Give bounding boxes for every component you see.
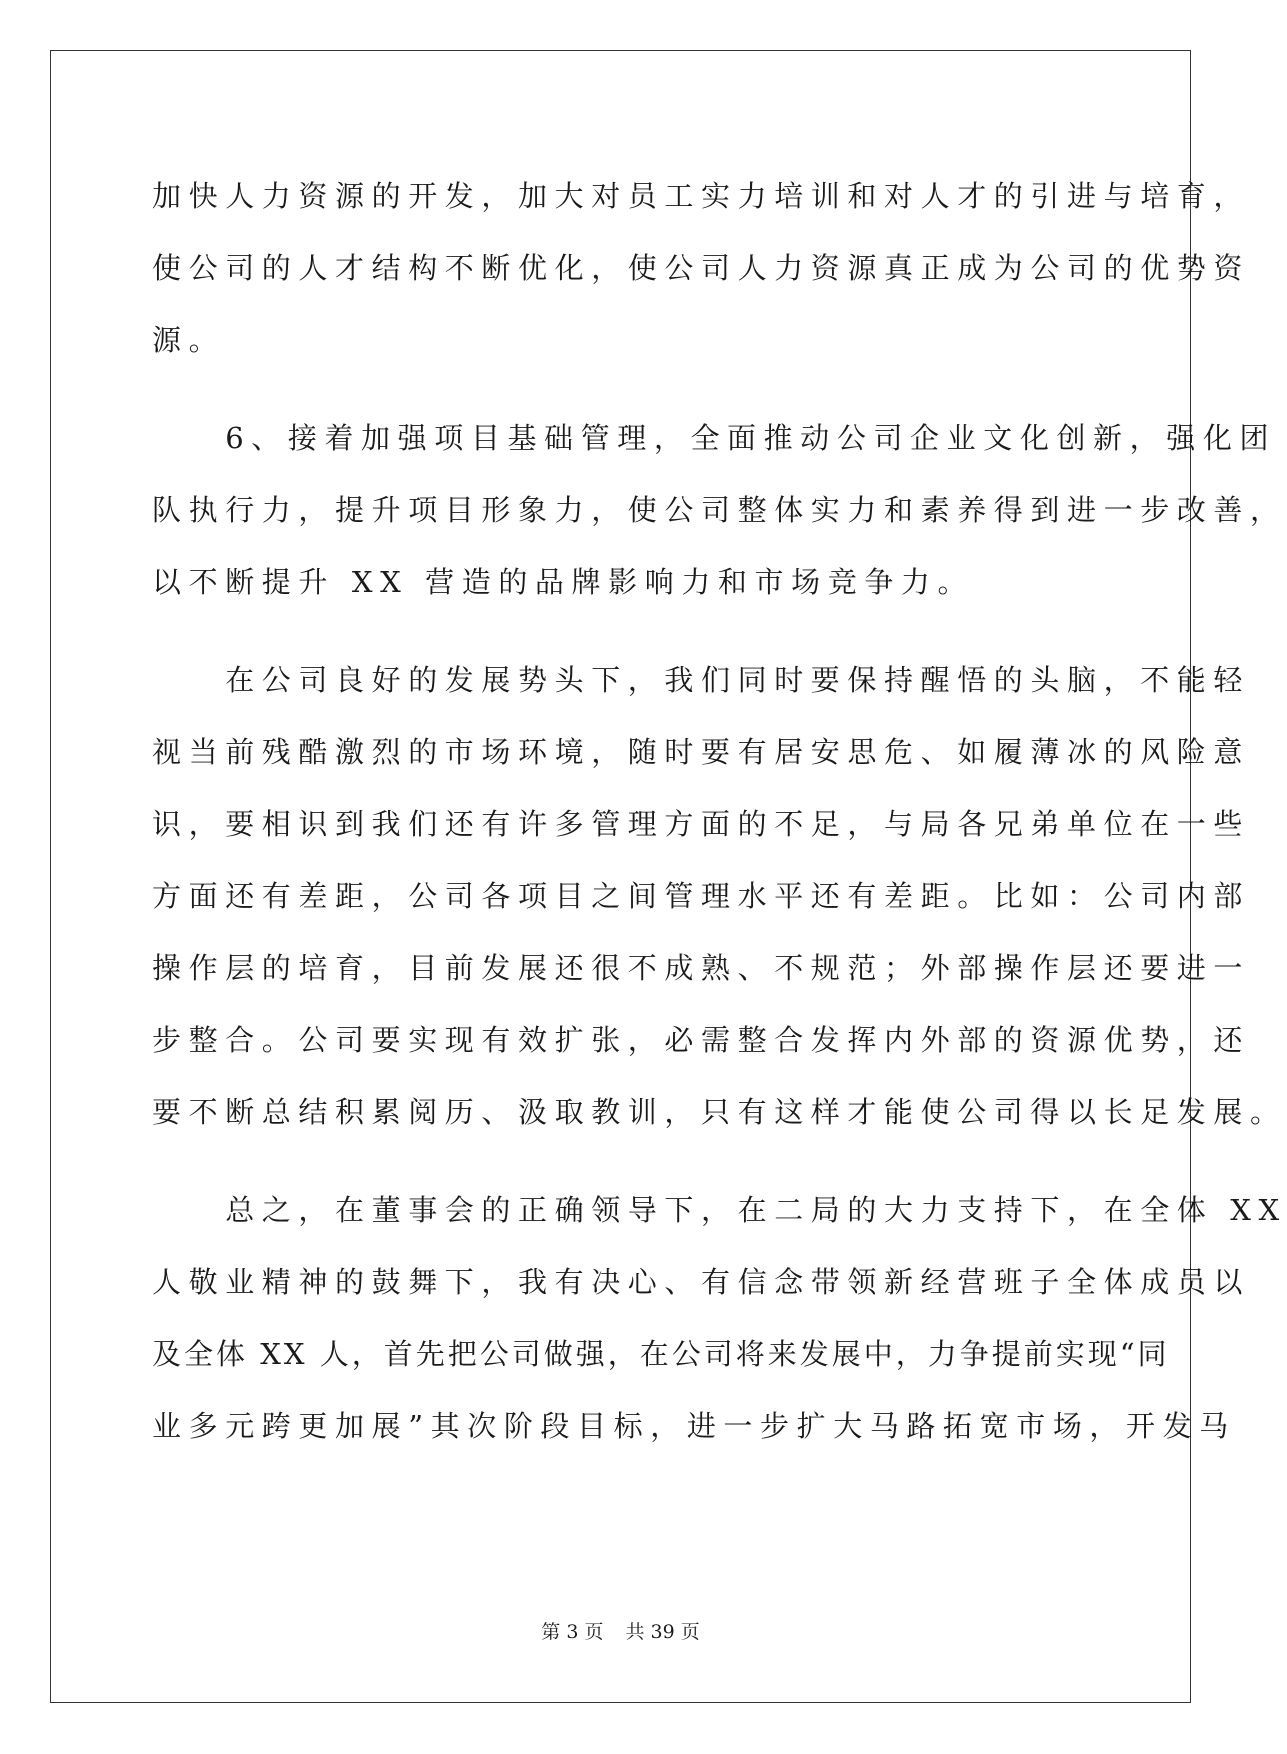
text-line: 使公司的人才结构不断优化，使公司人力资源真正成为公司的优势资 — [152, 251, 1251, 285]
text-line: 步整合。公司要实现有效扩张，必需整合发挥内外部的资源优势，还 — [152, 1023, 1251, 1057]
text-line: 加快人力资源的开发，加大对员工实力培训和对人才的引进与培育， — [152, 179, 1251, 213]
text-line: 以不断提升 XX 营造的品牌影响力和市场竞争力。 — [152, 565, 975, 599]
text-line: 业多元跨更加展”其次阶段目标，进一步扩大马路拓宽市场，开发马 — [152, 1409, 1236, 1443]
text-line: 6、接着加强项目基础管理，全面推动公司企业文化创新，强化团 — [152, 421, 1277, 455]
text-line: 人敬业精神的鼓舞下，我有决心、有信念带领新经营班子全体成员以 — [152, 1265, 1251, 1299]
text-line: 操作层的培育，目前发展还很不成熟、不规范；外部操作层还要进一 — [152, 951, 1251, 985]
text-line: 及全体 XX 人，首先把公司做强，在公司将来发展中，力争提前实现“同 — [152, 1337, 1170, 1371]
text-line: 总之，在董事会的正确领导下，在二局的大力支持下，在全体 XX — [152, 1193, 1287, 1227]
text-line: 队执行力，提升项目形象力，使公司整体实力和素养得到进一步改善， — [152, 493, 1287, 527]
text-line: 在公司良好的发展势头下，我们同时要保持醒悟的头脑，不能轻 — [152, 663, 1251, 697]
page-footer — [0, 1617, 1241, 1644]
text-line: 源。 — [152, 323, 226, 357]
text-line: 方面还有差距，公司各项目之间管理水平还有差距。比如：公司内部 — [152, 879, 1251, 913]
document-body — [152, 160, 1287, 1462]
text-line: 视当前残酷激烈的市场环境，随时要有居安思危、如履薄冰的风险意 — [152, 735, 1251, 769]
text-line: 识，要相识到我们还有许多管理方面的不足，与局各兄弟单位在一些 — [152, 807, 1251, 841]
page-total: 共 39 页 — [625, 1621, 700, 1643]
page-number: 第 3 页 — [541, 1621, 604, 1643]
text-line: 要不断总结积累阅历、汲取教训，只有这样才能使公司得以长足发展。 — [152, 1095, 1287, 1129]
